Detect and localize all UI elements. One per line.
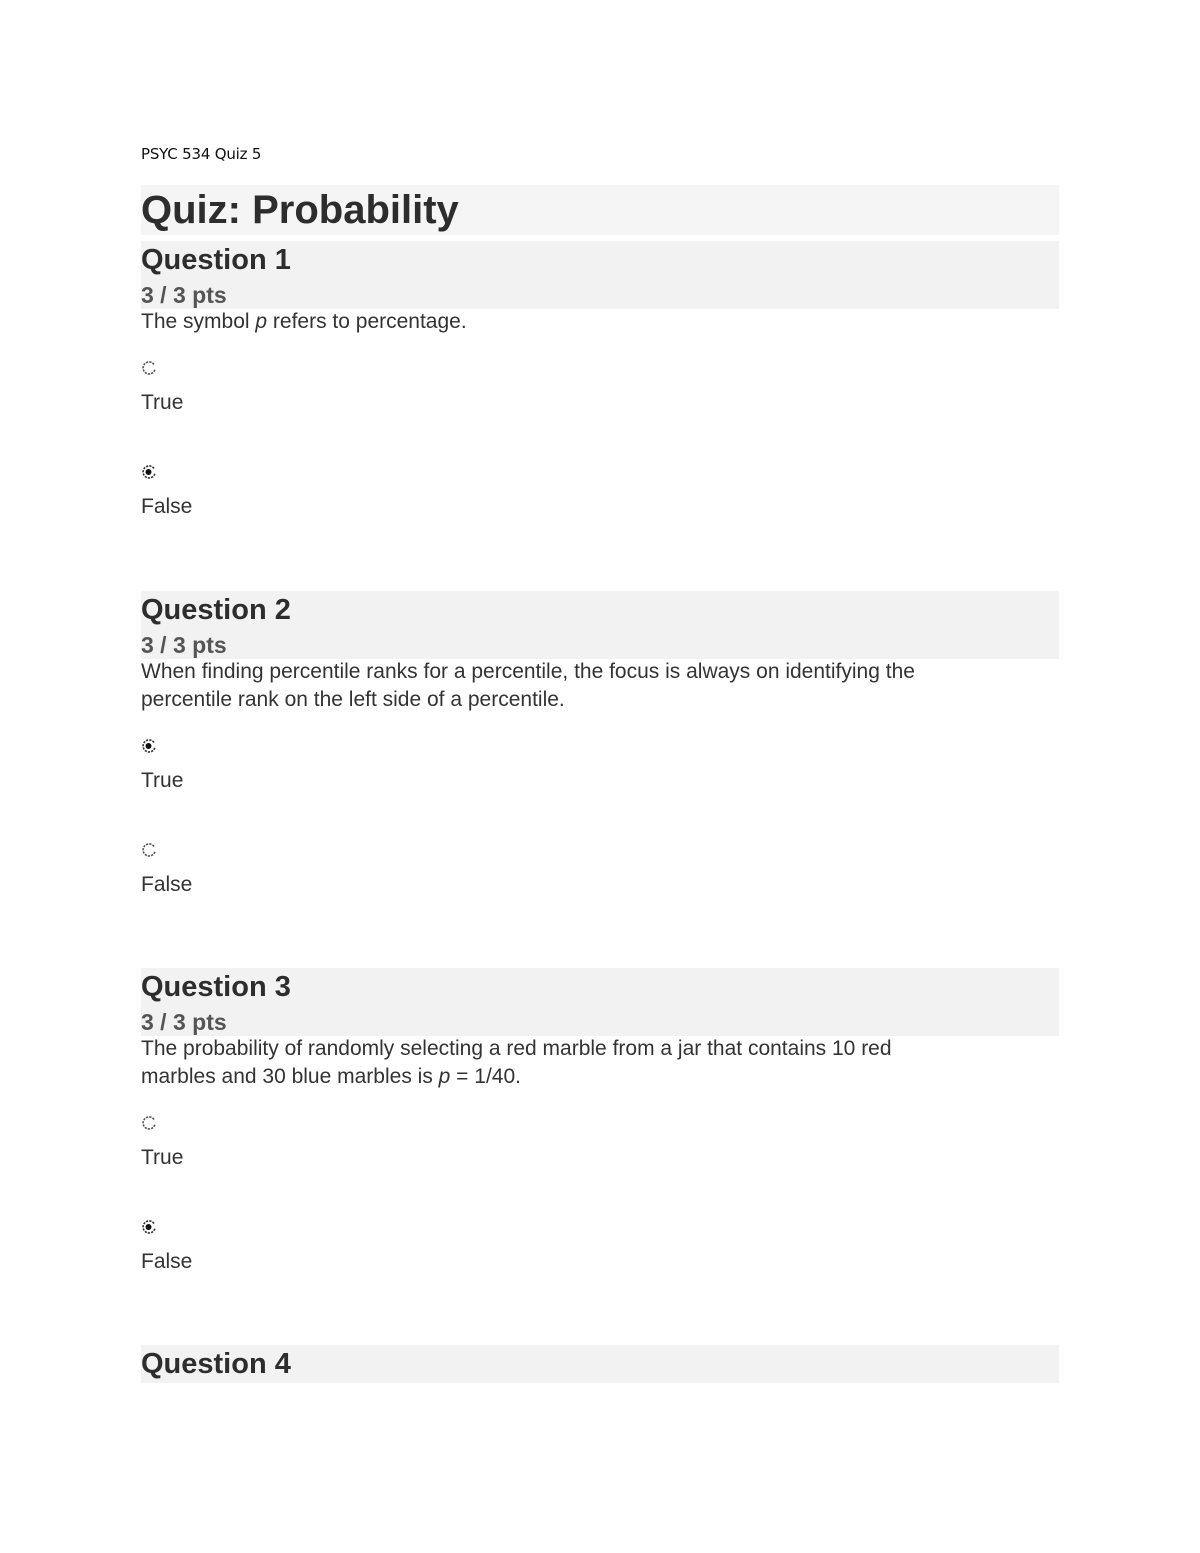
quiz-title: Quiz: Probability: [141, 188, 459, 232]
question-text-part: marbles and 30 blue marbles is: [141, 1065, 439, 1088]
question-4: [141, 1345, 1059, 1383]
option-false[interactable]: [141, 464, 341, 520]
question-text-part: The symbol: [141, 310, 256, 333]
question-title: Question 2: [141, 594, 291, 626]
radio-selected-icon[interactable]: [141, 464, 157, 480]
question-text-part: = 1/40.: [450, 1065, 521, 1088]
question-text: [141, 1035, 1041, 1091]
radio-unselected-icon[interactable]: [141, 842, 157, 858]
question-text-line: The probability of randomly selecting a red marble from a jar that contains 10 red: [141, 1037, 892, 1060]
italic-symbol: p: [255, 310, 268, 333]
option-label: False: [141, 1250, 193, 1273]
question-title: Question 3: [141, 971, 291, 1003]
option-true[interactable]: [141, 360, 341, 416]
question-points: 3 / 3 pts: [141, 632, 227, 658]
question-points: 3 / 3 pts: [141, 282, 227, 308]
radio-selected-icon[interactable]: [141, 738, 157, 754]
radio-unselected-icon[interactable]: [141, 360, 157, 376]
question-1: [141, 241, 1059, 520]
option-label: False: [141, 495, 193, 518]
option-false[interactable]: [141, 842, 341, 898]
quiz-title-bar: [141, 185, 1059, 235]
question-text-line: percentile rank on the left side of a percentile.: [141, 688, 565, 711]
question-points: 3 / 3 pts: [141, 1009, 227, 1035]
question-text: [141, 308, 1041, 336]
question-text: [141, 658, 1041, 714]
document-header: PSYC 534 Quiz 5: [141, 145, 262, 163]
question-3: [141, 968, 1059, 1275]
question-header: [141, 241, 1059, 309]
option-false[interactable]: [141, 1219, 341, 1275]
option-true[interactable]: [141, 738, 341, 794]
option-true[interactable]: [141, 1115, 341, 1171]
radio-unselected-icon[interactable]: [141, 1115, 157, 1131]
question-title: Question 1: [141, 244, 291, 276]
radio-selected-icon[interactable]: [141, 1219, 157, 1235]
question-text-line: When finding percentile ranks for a percentile, the focus is always on identifying the: [141, 660, 915, 683]
question-2: [141, 591, 1059, 898]
option-label: True: [141, 769, 184, 792]
italic-symbol: p: [438, 1065, 451, 1088]
question-title: Question 4: [141, 1348, 291, 1380]
option-label: True: [141, 1146, 184, 1169]
question-header: [141, 1345, 1059, 1383]
question-header: [141, 968, 1059, 1036]
question-text-part: refers to percentage.: [267, 310, 467, 333]
option-label: False: [141, 873, 193, 896]
question-header: [141, 591, 1059, 659]
option-label: True: [141, 391, 184, 414]
